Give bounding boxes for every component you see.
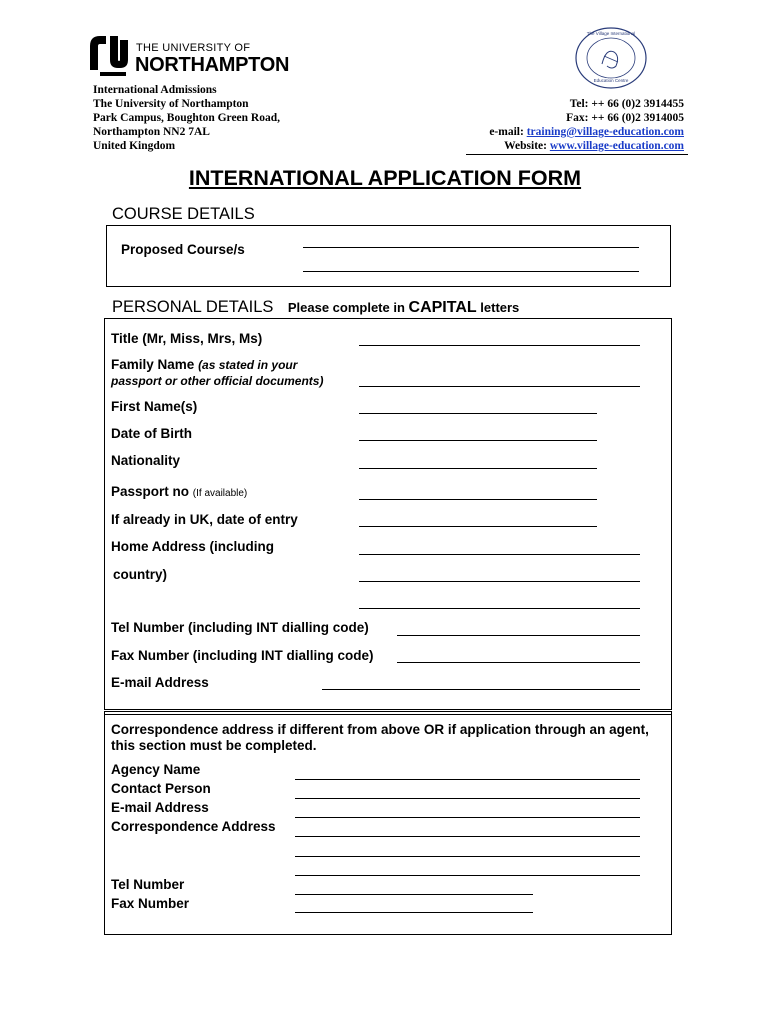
proposed-course-field-2[interactable] (303, 271, 639, 272)
correspondence-address-label: Correspondence Address (111, 819, 276, 834)
family-name-field[interactable] (359, 386, 640, 387)
correspondence-address-field-1[interactable] (295, 836, 640, 837)
correspondence-box-inner-top (104, 714, 671, 715)
seal-text-top: The Village International (586, 31, 636, 36)
logo-line1: THE UNIVERSITY OF (136, 42, 251, 54)
correspondence-intro: Correspondence address if different from above OR if application through an agent, this section must be completed. (111, 722, 649, 753)
nationality-field[interactable] (359, 468, 597, 469)
agency-fax-field[interactable] (295, 912, 533, 913)
passport-field[interactable] (359, 499, 597, 500)
first-name-label: First Name(s) (111, 399, 198, 414)
contact-block (489, 97, 684, 153)
contact-email-label: e-mail: (489, 126, 527, 138)
first-name-field[interactable] (359, 413, 597, 414)
nationality-label: Nationality (111, 453, 181, 468)
title-label: Title (Mr, Miss, Mrs, Ms) (111, 331, 263, 346)
fax-number-label: Fax Number (including INT dialling code) (111, 648, 374, 663)
correspondence-address-field-3[interactable] (295, 875, 640, 876)
contact-web-link[interactable]: www.village-education.com (549, 140, 684, 152)
dob-label: Date of Birth (111, 426, 192, 441)
passport-label: Passport no (If available) (111, 484, 248, 499)
tel-number-label: Tel Number (including INT dialling code) (111, 620, 369, 635)
course-details-heading: COURSE DETAILS (112, 205, 255, 223)
agency-email-field[interactable] (295, 817, 640, 818)
address-line: The University of Northampton (93, 98, 249, 110)
agency-fax-label: Fax Number (111, 896, 190, 911)
personal-details-header (112, 298, 519, 317)
agency-name-label: Agency Name (111, 762, 201, 777)
university-logo-icon (86, 32, 132, 78)
address-line: United Kingdom (93, 140, 176, 152)
address-line: International Admissions (93, 84, 217, 96)
home-address-label-2: country) (113, 567, 167, 582)
personal-details-heading: PERSONAL DETAILS (112, 298, 274, 316)
uk-entry-field[interactable] (359, 526, 597, 527)
contact-web-label: Website: (504, 140, 550, 152)
dob-field[interactable] (359, 440, 597, 441)
family-name-label: Family Name (as stated in your passport or other official documents) (111, 357, 324, 388)
email-label: E-mail Address (111, 675, 209, 690)
address-block (93, 83, 280, 153)
contact-fax: Fax: ++ 66 (0)2 3914005 (566, 112, 684, 124)
tel-number-field[interactable] (397, 635, 640, 636)
email-field[interactable] (322, 689, 640, 690)
agency-tel-label: Tel Number (111, 877, 185, 892)
contact-tel: Tel: ++ 66 (0)2 3914455 (569, 98, 684, 110)
fax-number-field[interactable] (397, 662, 640, 663)
proposed-course-label: Proposed Course/s (121, 242, 245, 257)
form-title: INTERNATIONAL APPLICATION FORM (188, 166, 582, 190)
village-education-seal (574, 26, 648, 90)
contact-person-label: Contact Person (111, 781, 211, 796)
agency-email-label: E-mail Address (111, 800, 209, 815)
agency-name-field[interactable] (295, 779, 640, 780)
capital-note: Please complete in CAPITAL letters (287, 299, 520, 316)
proposed-course-field-1[interactable] (303, 247, 639, 248)
uk-entry-label: If already in UK, date of entry (111, 512, 298, 527)
home-address-field-2[interactable] (359, 581, 640, 582)
university-logo (86, 32, 296, 78)
title-field[interactable] (359, 345, 640, 346)
home-address-field-3[interactable] (359, 608, 640, 609)
correspondence-address-field-2[interactable] (295, 856, 640, 857)
address-line: Northampton NN2 7AL (93, 126, 210, 138)
logo-line2: NORTHAMPTON (135, 54, 290, 76)
contact-person-field[interactable] (295, 798, 640, 799)
home-address-field-1[interactable] (359, 554, 640, 555)
address-line: Park Campus, Boughton Green Road, (93, 112, 281, 124)
seal-text-bottom: Education Centre (593, 78, 629, 83)
home-address-label: Home Address (including (111, 539, 275, 554)
agency-tel-field[interactable] (295, 894, 533, 895)
contact-email-link[interactable]: training@village-education.com (526, 126, 684, 138)
header-divider (466, 154, 688, 155)
